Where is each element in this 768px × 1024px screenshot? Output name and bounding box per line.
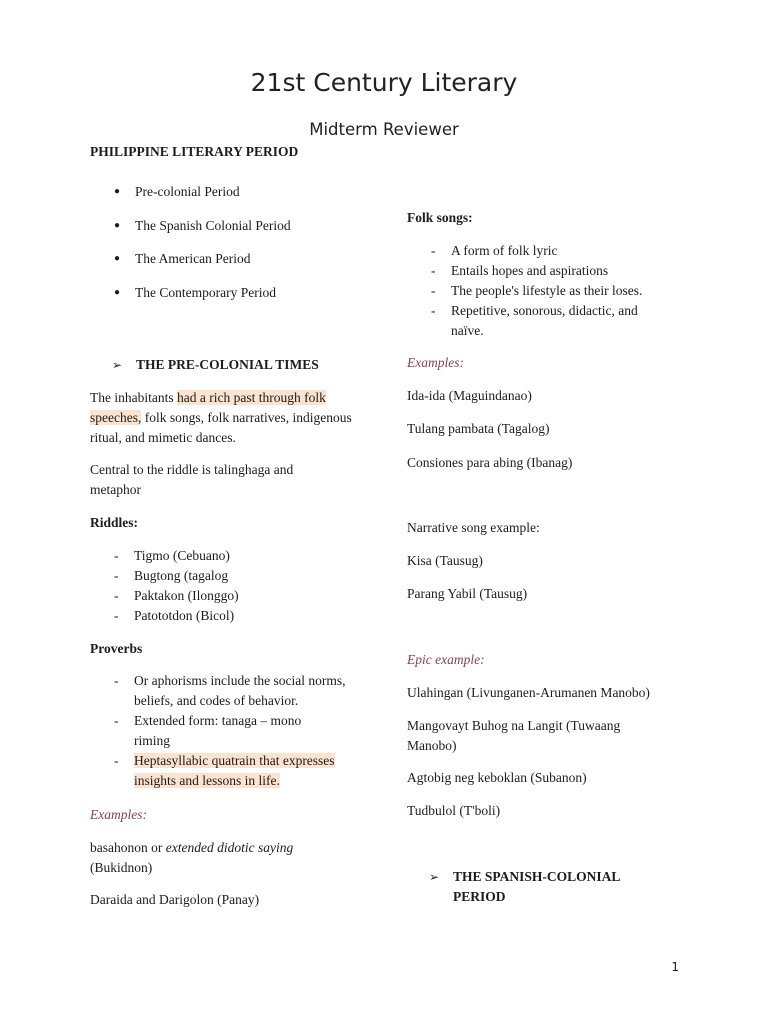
document-title: 21st Century Literary — [250, 68, 518, 97]
folk-item: - A form of folk lyric — [407, 241, 687, 261]
example-text: basahonon or — [90, 840, 166, 855]
folk-example: Tulang pambata (Tagalog) — [407, 421, 550, 436]
epic-label: Epic example: — [407, 652, 485, 667]
inhabitants-paragraph — [90, 388, 370, 448]
proverbs-heading: Proverbs — [90, 641, 143, 656]
document-subtitle: Midterm Reviewer — [309, 120, 459, 139]
period-item: ● The Spanish Colonial Period — [90, 216, 380, 250]
riddles-list — [90, 546, 380, 626]
riddle-center-paragraph: Central to the riddle is talinghaga and metaphor — [90, 462, 294, 497]
riddle-item: - Patototdon (Bicol) — [90, 606, 380, 626]
inhabitants-text: folk songs, folk narratives, indigenous ritual, and mimetic dances. — [90, 410, 352, 445]
epic-example: Agtobig neg keboklan (Subanon) — [407, 770, 587, 785]
examples-label-right: Examples: — [407, 355, 464, 370]
period-item: ● The American Period — [90, 249, 380, 283]
period-item: ● Pre-colonial Period — [90, 182, 380, 216]
riddle-item: - Bugtong (tagalog — [90, 566, 380, 586]
narrative-label: Narrative song example: — [407, 520, 540, 535]
highlight-text: Heptasyllabic quatrain that expresses — [134, 753, 335, 768]
precolonial-heading: THE PRE-COLONIAL TIMES — [136, 357, 319, 372]
proverbs-list — [90, 671, 380, 791]
page-number: 1 — [671, 960, 679, 974]
epic-example: Tudbulol (T'boli) — [407, 803, 501, 818]
arrow-icon: ➢ — [112, 358, 123, 372]
highlight-text: speeches, — [90, 410, 142, 425]
narrative-example: Kisa (Tausug) — [407, 553, 483, 568]
proverb-item — [90, 751, 380, 791]
riddles-heading: Riddles: — [90, 515, 139, 530]
example-basahonon — [90, 838, 330, 878]
example-italic: extended didotic saying — [165, 840, 294, 855]
spanish-heading: THE SPANISH-COLONIAL PERIOD — [453, 869, 620, 904]
spanish-heading-row — [407, 867, 647, 907]
epic-example: Ulahingan (Livunganen-Arumanen Manobo) — [407, 685, 650, 700]
folk-item: - The people's lifestyle as their loses. — [407, 281, 687, 301]
folk-example: Ida-ida (Maguindanao) — [407, 388, 532, 403]
highlight-text: had a rich past through folk — [176, 390, 326, 405]
folk-item: - Entails hopes and aspirations — [407, 261, 687, 281]
proverb-item: - Or aphorisms include the social norms, beliefs, and codes of behavior. — [90, 671, 380, 711]
folk-songs-heading: Folk songs: — [407, 210, 473, 225]
period-heading: PHILIPPINE LITERARY PERIOD — [90, 144, 299, 159]
period-item: ● The Contemporary Period — [90, 283, 380, 317]
precolonial-heading-row — [90, 355, 380, 375]
arrow-icon: ➢ — [429, 870, 440, 884]
period-list — [90, 182, 380, 316]
folk-example: Consiones para abing (Ibanag) — [407, 455, 573, 470]
riddle-item: - Paktakon (Ilonggo) — [90, 586, 380, 606]
riddle-item: - Tigmo (Cebuano) — [90, 546, 380, 566]
epic-example: Mangovayt Buhog na Langit (Tuwaang Manobo) — [407, 718, 621, 753]
highlight-text: insights and lessons in life. — [134, 773, 280, 788]
proverb-item: - Extended form: tanaga – mono riming — [90, 711, 324, 751]
folk-songs-list — [407, 241, 687, 341]
example-daraida: Daraida and Darigolon (Panay) — [90, 892, 260, 907]
examples-label-left: Examples: — [90, 807, 147, 822]
narrative-example: Parang Yabil (Tausug) — [407, 586, 528, 601]
inhabitants-text: The inhabitants — [90, 390, 177, 405]
example-text: (Bukidnon) — [90, 860, 153, 875]
folk-item: - Repetitive, sonorous, didactic, and naïve. — [407, 301, 671, 341]
